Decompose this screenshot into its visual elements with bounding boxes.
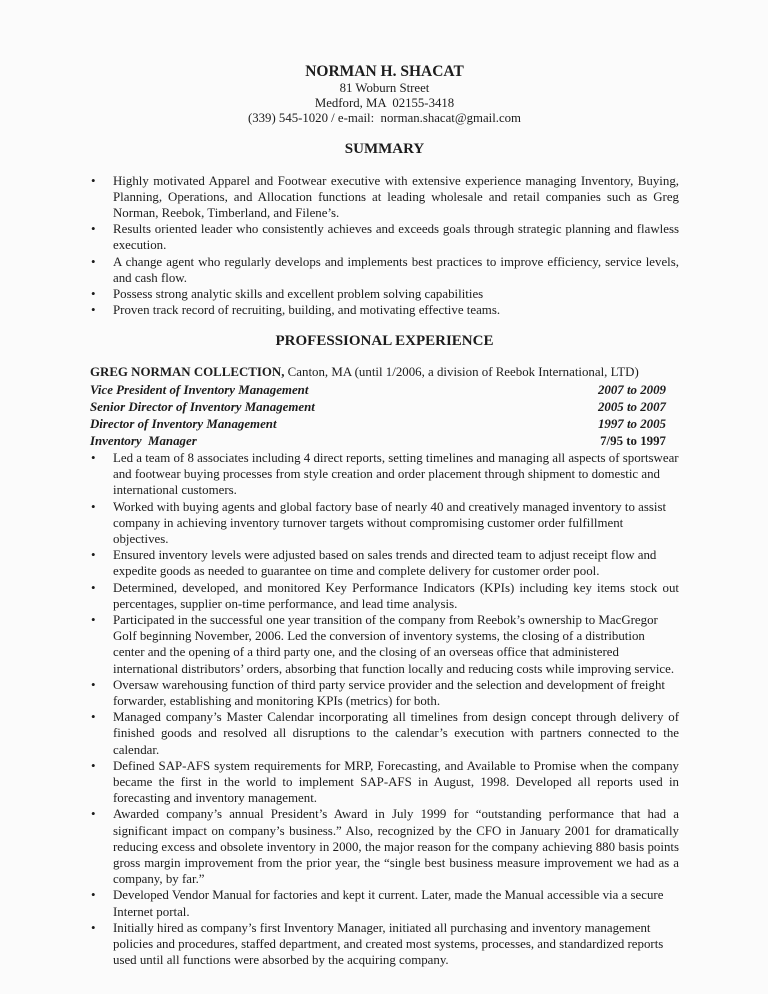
section-heading-summary: SUMMARY (344, 140, 425, 157)
bullet-icon: • (91, 499, 96, 514)
experience-bullet: Determined, developed, and monitored Key Performance Indicators (KPIs) including key items stock out percentages, supplier on-time performance, and lead time analysis. (113, 580, 679, 611)
bullet-icon: • (91, 254, 96, 269)
bullet-icon: • (91, 807, 96, 822)
list-item (90, 254, 679, 286)
job-title-list (90, 382, 679, 450)
bullet-icon: • (91, 548, 96, 563)
job-dates: 1997 to 2005 (597, 416, 666, 431)
address-city-state-zip: Medford, MA 02155-3418 (314, 96, 455, 111)
experience-bullet: Awarded company’s annual President’s Award in July 1999 for “outstanding performance that had a significant impact on company’s business.” Also, recognized by the CFO in January 2001 for dramatically reducing excess and obsolete inventory in 2000, the major reason for the company achieving 880 basis points gross margin improvement from the prior year, the “single best business measure improvement we had as a company, by far.” (113, 807, 679, 887)
company-line (90, 364, 679, 381)
bullet-icon: • (91, 222, 96, 237)
header (90, 62, 679, 127)
job-dates: 7/95 to 1997 (600, 433, 666, 448)
bullet-icon: • (91, 287, 96, 302)
summary-bullet: Proven track record of recruiting, building, and motivating effective teams. (113, 303, 501, 318)
job-row (90, 399, 679, 416)
experience-bullet: Initially hired as company’s first Inventory Manager, initiated all purchasing and inventory management policies and procedures, staffed department, and created most systems, processes, and standardized reports used until all functions were absorbed by the acquiring company. (113, 920, 664, 968)
experience-bullet: Managed company’s Master Calendar incorporating all timelines from design concept through delivery of finished goods and resolved all disruptions to the calendar’s execution with partners connected to the calendar. (113, 710, 679, 757)
list-item (90, 302, 679, 318)
job-row (90, 416, 679, 433)
bullet-icon: • (91, 677, 96, 692)
bullet-icon: • (91, 758, 96, 773)
experience-bullet: Ensured inventory levels were adjusted based on sales trends and directed team to adjust receipt flow and expedite goods as needed to guarantee on time and complete delivery for customer order pool. (113, 548, 657, 579)
bullet-icon: • (91, 303, 96, 318)
section-heading-experience: PROFESSIONAL EXPERIENCE (275, 333, 494, 350)
job-title: Senior Director of Inventory Management (90, 399, 315, 414)
summary-bullet: Possess strong analytic skills and excellent problem solving capabilities (113, 287, 484, 302)
list-item (90, 758, 679, 807)
summary-bullet-list (90, 173, 679, 319)
address-street: 81 Woburn Street (339, 81, 430, 95)
list-item (90, 286, 679, 302)
list-item (90, 887, 679, 919)
bullet-icon: • (91, 450, 96, 465)
experience-bullet: Participated in the successful one year transition of the company from Reebok’s ownership to MacGregor Golf beginning November, 2006. Led the conversion of inventory systems, the closing of a distribution center and the opening of a third party one, and the closing of an overseas office that administered international distributors’ orders, absorbing that function locally and reducing costs while improving service. (113, 612, 675, 676)
bullet-icon: • (91, 920, 96, 935)
bullet-icon: • (91, 580, 96, 595)
summary-bullet: A change agent who regularly develops and implements best practices to improve efficiency, service levels, and cash flow. (113, 254, 679, 285)
bullet-icon: • (91, 888, 96, 903)
experience-bullet: Worked with buying agents and global factory base of nearly 40 and creatively managed inventory to assist company in achieving inventory turnover targets without compromising customer order fulfillment objectives. (113, 499, 667, 546)
bullet-icon: • (91, 710, 96, 725)
list-item (90, 450, 679, 499)
company-name: GREG NORMAN COLLECTION, (90, 365, 285, 380)
list-item (90, 221, 679, 253)
company-location-detail: Canton, MA (until 1/2006, a division of Reebok International, LTD) (284, 365, 639, 380)
summary-bullet: Results oriented leader who consistently achieves and exceeds goals through strategic planning and flawless execution. (113, 222, 679, 253)
experience-bullet: Oversaw warehousing function of third party service provider and the selection and development of freight forwarder, establishing and monitoring KPIs (metrics) for both. (113, 677, 665, 708)
job-row (90, 382, 679, 399)
job-dates: 2007 to 2009 (597, 382, 666, 397)
bullet-icon: • (91, 173, 96, 188)
list-item (90, 806, 679, 887)
list-item (90, 920, 679, 969)
job-title: Inventory Manager (90, 433, 197, 448)
experience-bullet: Led a team of 8 associates including 4 direct reports, setting timelines and managing all aspects of sportswear and footwear buying processes from style creation and order placement through shipment to domestic and international customers. (113, 450, 679, 498)
phone-email-line: (339) 545-1020 / e-mail: norman.shacat@gmail.com (248, 111, 521, 126)
list-item (90, 677, 679, 709)
experience-bullet: Developed Vendor Manual for factories and kept it current. Later, made the Manual accessible via a secure Internet portal. (113, 888, 664, 919)
list-item (90, 547, 679, 579)
job-title: Vice President of Inventory Management (90, 382, 309, 397)
list-item (90, 499, 679, 548)
job-dates: 2005 to 2007 (597, 399, 666, 414)
bullet-icon: • (91, 612, 96, 627)
list-item (90, 612, 679, 677)
experience-bullet-list (90, 450, 679, 969)
candidate-name: NORMAN H. SHACAT (305, 63, 464, 80)
list-item (90, 173, 679, 222)
experience-bullet: Defined SAP-AFS system requirements for MRP, Forecasting, and Available to Promise when the company became the first in the world to implement SAP-AFS in August, 1998. Developed all reports used in forecasting and inventory management. (113, 758, 679, 806)
job-title: Director of Inventory Management (90, 416, 277, 431)
list-item (90, 580, 679, 612)
job-row (90, 433, 679, 450)
summary-bullet: Highly motivated Apparel and Footwear executive with extensive experience managing Inventory, Buying, Planning, Operations, and Allocation functions at leading wholesale and retail companies such as Greg Norman, Reebok, Timberland, and Filene’s. (113, 173, 679, 221)
list-item (90, 709, 679, 758)
